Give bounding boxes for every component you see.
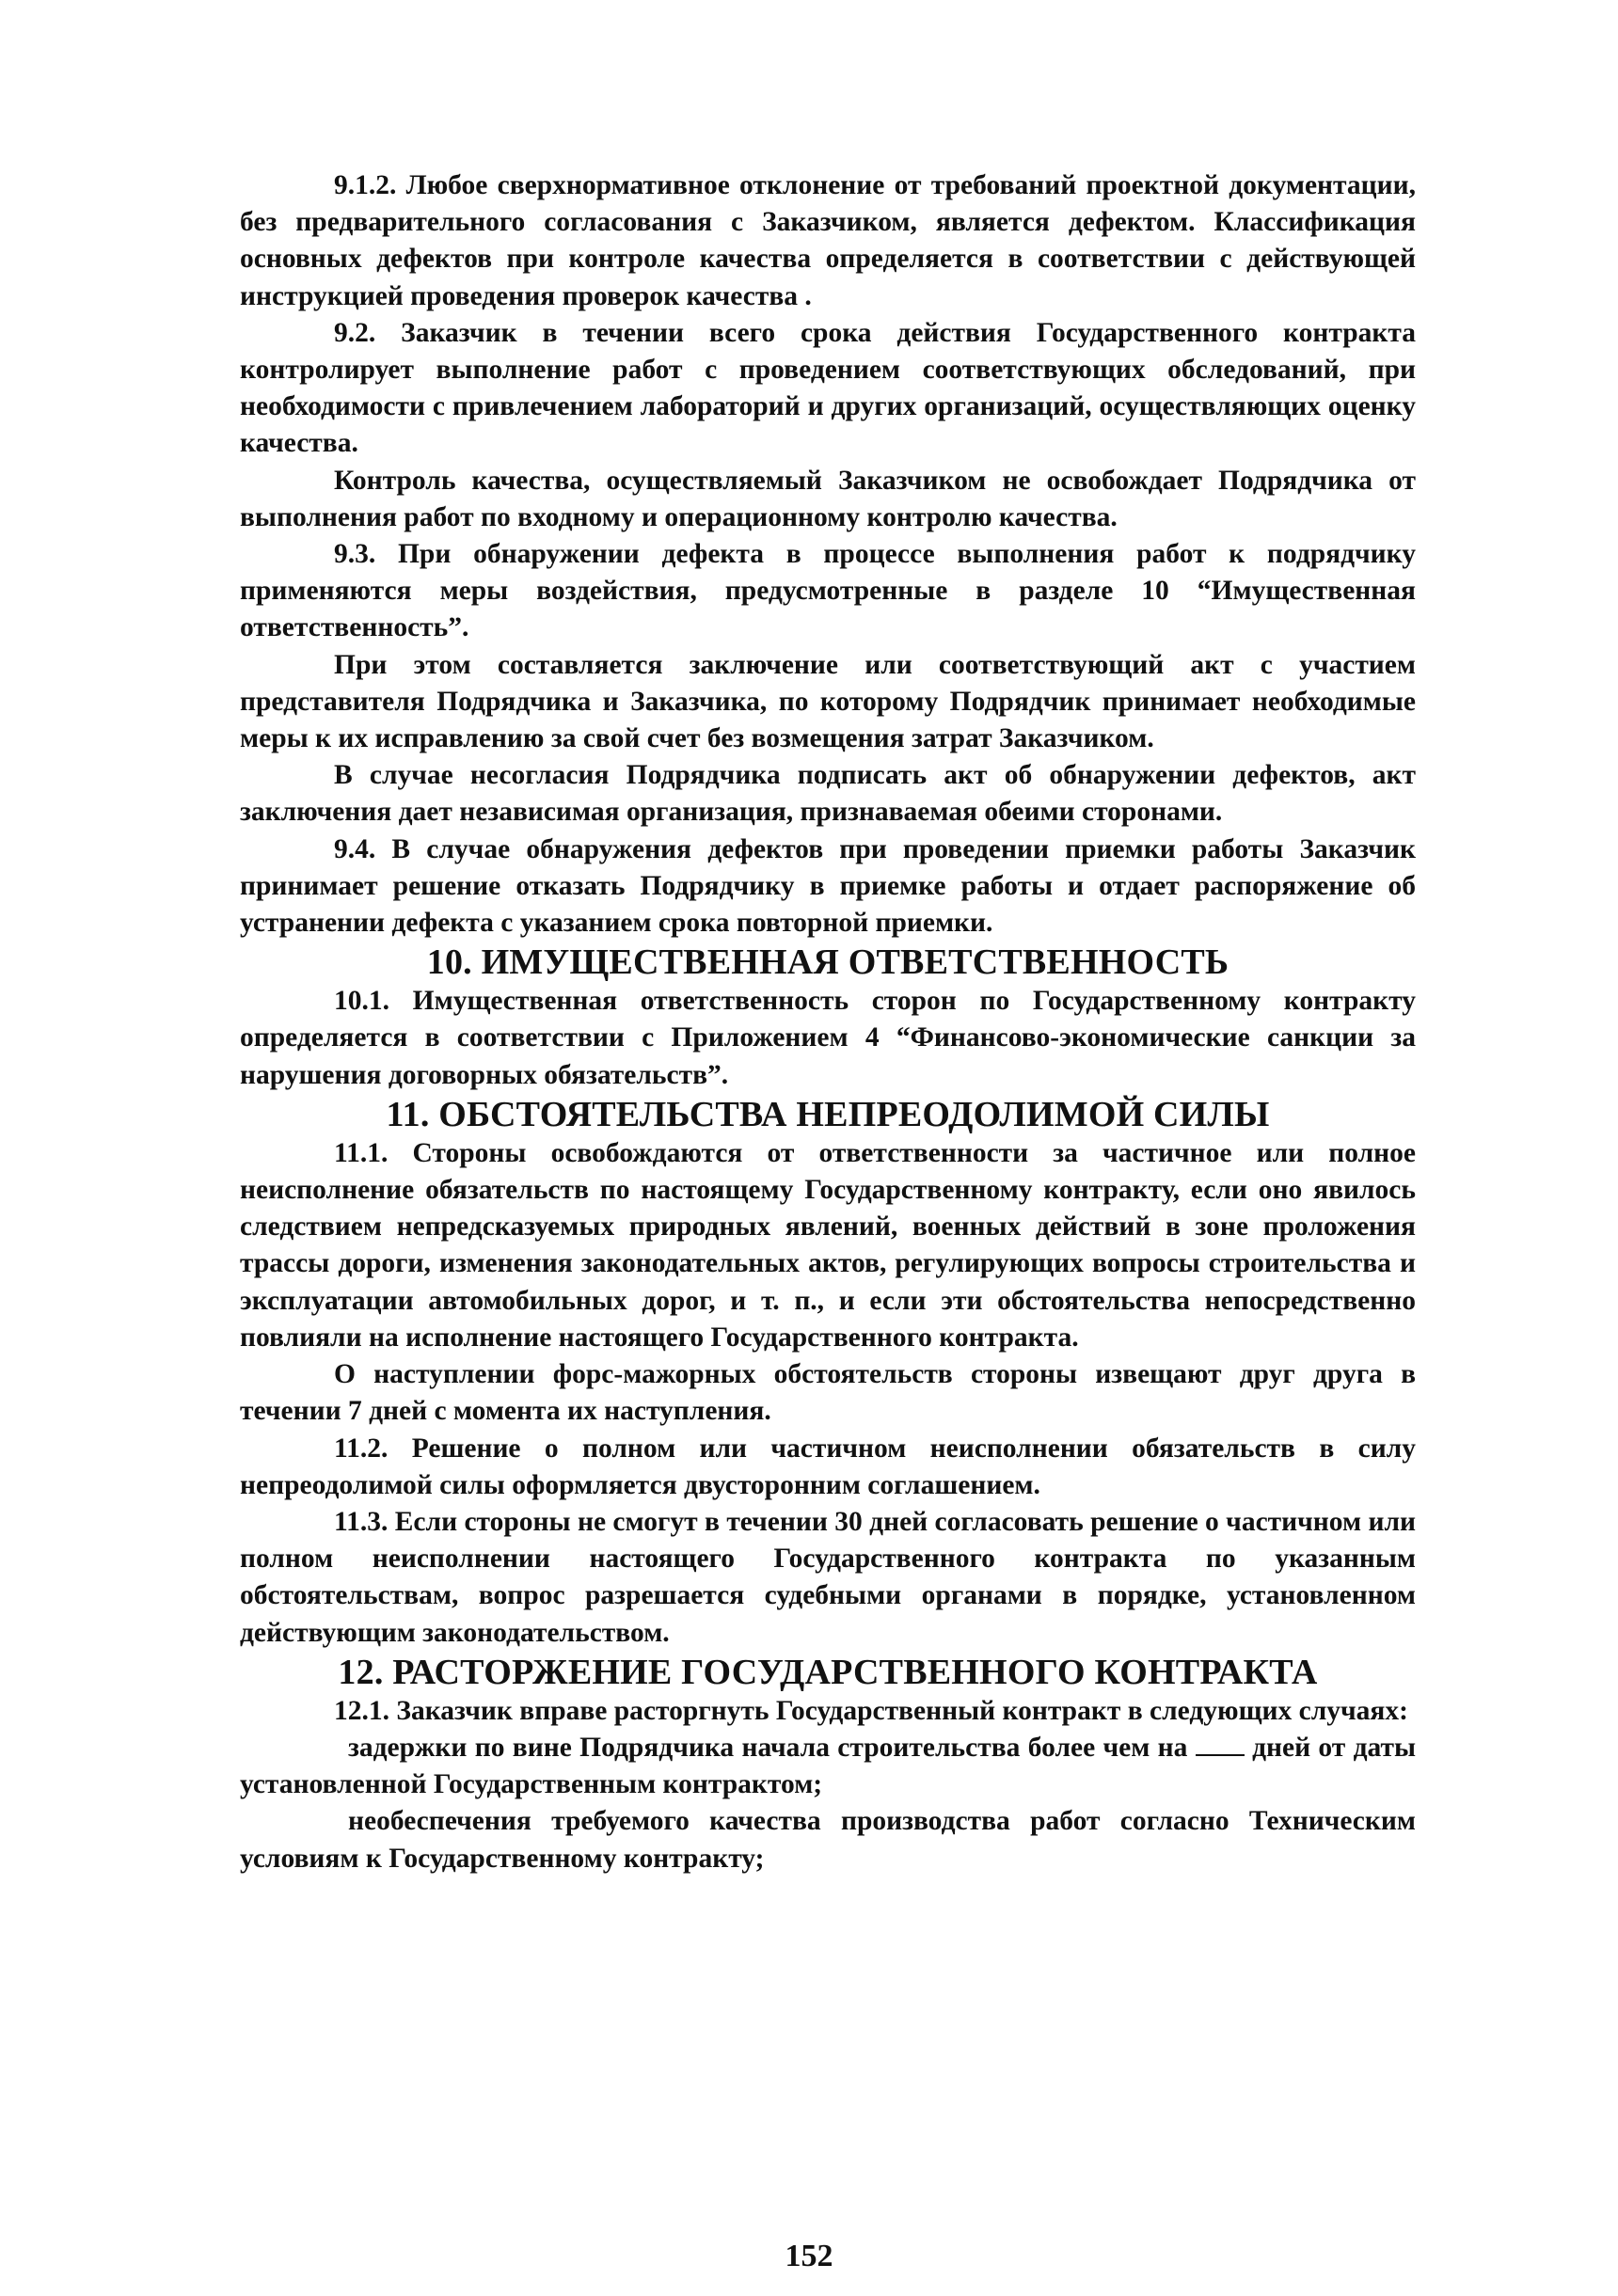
document-page — [240, 167, 1416, 1877]
list-item-quality: необеспечения требуемого качества производства работ согласно Техническим условиям к Государственному контракту; — [240, 1806, 1416, 1874]
paragraph-9-1-2: 9.1.2. Любое сверхнормативное отклонение от требований проектной документации, без предварительного согласования с Заказчиком, является дефектом. Классификация основных дефектов при контроле качества определяется в соответствии с действующей инструкцией проведения проверок качества . — [240, 170, 1416, 311]
list-item-delay-text-end: дней от даты установленной Государственным контрактом; — [240, 1732, 1417, 1800]
paragraph-9-3: 9.3. При обнаружении дефекта в процессе выполнения работ к подрядчику применяются меры воздействия, предусмотренные в разделе 10 “Имущественная ответственность”. — [240, 539, 1416, 643]
list-item-delay-text: задержки по вине Подрядчика начала строительства более чем на — [348, 1732, 1188, 1763]
page-number: 152 — [785, 2239, 833, 2273]
paragraph-11-2: 11.2. Решение о полном или частичном неисполнении обязательств в силу непреодолимой силы оформляется двусторонним соглашением. — [240, 1433, 1416, 1500]
paragraph-12-1: 12.1. Заказчик вправе расторгнуть Государственный контракт в следующих случаях: — [334, 1695, 1408, 1726]
paragraph-act: При этом составляется заключение или соответствующий акт с участием представителя Подрядчика и Заказчика, по которому Подрядчик принимает необходимые меры к их исправлению за свой счет без возмещения затрат Заказчиком. — [240, 649, 1416, 754]
blank-days-field — [1196, 1732, 1245, 1756]
paragraph-9-4: 9.4. В случае обнаружения дефектов при проведении приемки работы Заказчик принимает решение отказать Подрядчику в приемке работы и отдает распоряжение об устранении дефекта с указанием срока повторной приемки. — [240, 833, 1416, 939]
paragraph-force-majeure-notice: О наступлении форс-мажорных обстоятельств стороны извещают друг друга в течении 7 дней с момента их наступления. — [240, 1359, 1416, 1427]
paragraph-9-2: 9.2. Заказчик в течении всего срока действия Государственного контракта контролирует выполнение работ с проведением соответствующих обследований, при необходимости с привлечением лабораторий и других организаций, осуществляющих оценку качества. — [240, 317, 1416, 459]
section-11-heading: 11. ОБСТОЯТЕЛЬСТВА НЕПРЕОДОЛИМОЙ СИЛЫ — [386, 1094, 1270, 1134]
paragraph-11-3: 11.3. Если стороны не смогут в течении 30 дней согласовать решение о частичном или полном неисполнении настоящего Государственного контракта по указанным обстоятельствам, вопрос разрешается судебными органами в порядке, установленном действующим законодательством. — [240, 1506, 1416, 1648]
list-item-delay — [240, 1730, 1416, 1803]
paragraph-disagreement: В случае несогласия Подрядчика подписать акт об обнаружении дефектов, акт заключения дает независимая организация, признаваемая обеими сторонами. — [240, 760, 1416, 828]
paragraph-11-1: 11.1. Стороны освобождаются от ответственности за частичное или полное неисполнение обязательств по настоящему Государственному контракту, если оно явилось следствием непредсказуемых природных явлений, военных действий в зоне проложения трассы дороги, изменения законодательных актов, регулирующих вопросы строительства и эксплуатации автомобильных дорог, и т. п., и если эти обстоятельства непосредственно повлияли на исполнение настоящего Государственного контракта. — [240, 1137, 1416, 1353]
paragraph-10-1: 10.1. Имущественная ответственность сторон по Государственному контракту определяется в соответствии с Приложением 4 “Финансово-экономические санкции за нарушения договорных обязательств”. — [240, 986, 1416, 1090]
section-12-heading: 12. РАСТОРЖЕНИЕ ГОСУДАРСТВЕННОГО КОНТРАКТА — [338, 1652, 1318, 1692]
paragraph-quality-control: Контроль качества, осуществляемый Заказчиком не освобождает Подрядчика от выполнения работ по входному и операционному контролю качества. — [240, 465, 1416, 532]
section-10-heading: 10. ИМУЩЕСТВЕННАЯ ОТВЕТСТВЕННОСТЬ — [426, 942, 1229, 983]
